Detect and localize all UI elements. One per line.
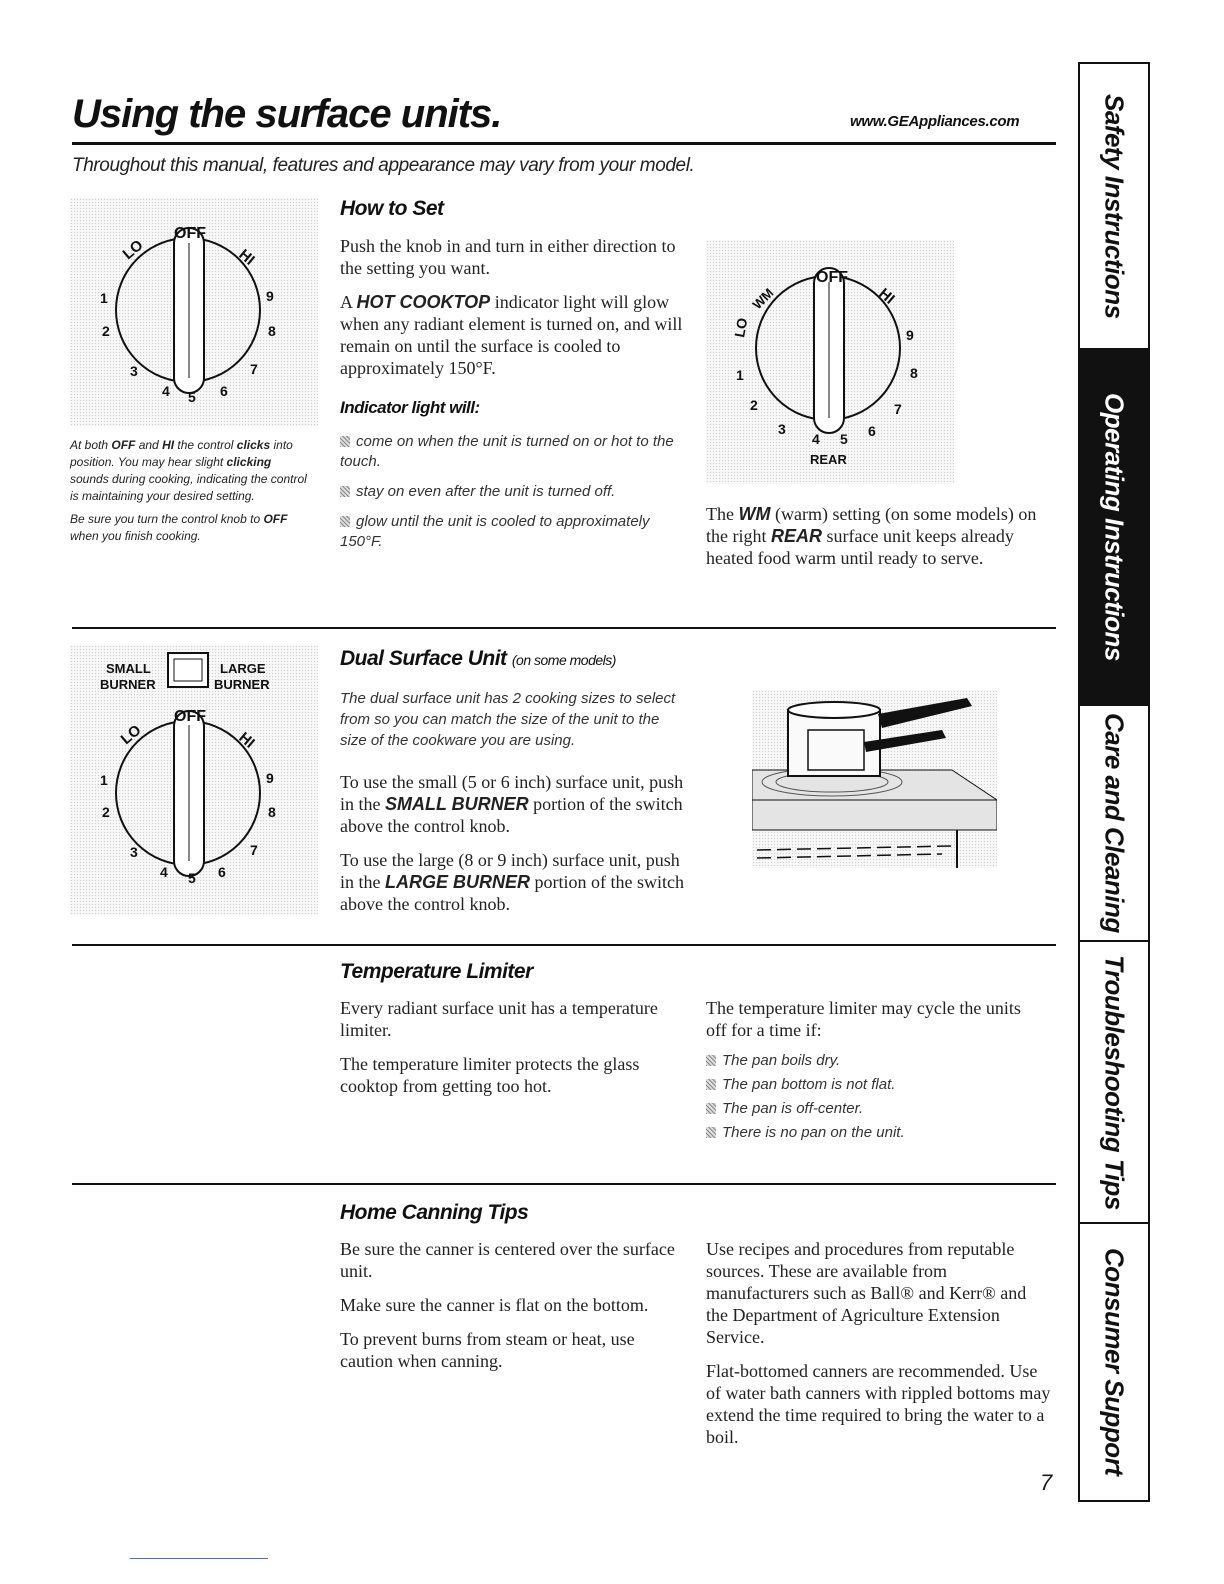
dial-hi-label: HI xyxy=(875,285,898,308)
rear-keyword: REAR xyxy=(771,526,823,546)
caption-text: Be sure you turn the control knob to xyxy=(70,512,264,526)
section-divider xyxy=(72,944,1056,946)
dial-number: 8 xyxy=(268,804,276,820)
dial-lo-label: LO xyxy=(731,316,751,339)
tab-troubleshooting-tips[interactable] xyxy=(1080,942,1148,1224)
title-rule xyxy=(72,142,1056,145)
dial-number: 8 xyxy=(910,365,918,381)
caption-keyword: clicks xyxy=(236,438,271,452)
text: To use the small (5 or 6 inch) surface unit, push in the xyxy=(340,772,684,814)
tab-label: Troubleshooting Tips xyxy=(1099,954,1130,1210)
control-knob-illustration xyxy=(70,198,318,426)
dial-lo-label: LO xyxy=(117,721,145,749)
bullet-icon xyxy=(340,436,350,447)
bullet-icon xyxy=(706,1055,716,1066)
dial-number: 5 xyxy=(840,431,848,447)
bullet-icon xyxy=(340,516,350,527)
dial-off-label: OFF xyxy=(816,269,848,286)
dial-number: 4 xyxy=(812,431,820,447)
dial-number: 2 xyxy=(102,323,110,339)
list-item-text: stay on even after the unit is turned off. xyxy=(356,483,616,500)
hot-cooktop-paragraph xyxy=(340,291,685,379)
tab-label: Care and Cleaning xyxy=(1099,713,1130,933)
dial-number: 9 xyxy=(266,770,274,786)
paragraph: Be sure the canner is centered over the surface unit. xyxy=(340,1239,675,1281)
caption-keyword: clicking xyxy=(226,455,272,469)
website-url: www.GEAppliances.com xyxy=(850,113,1020,130)
tab-operating-instructions[interactable] xyxy=(1080,350,1148,706)
bullet-icon xyxy=(706,1079,716,1090)
dial-number: 6 xyxy=(868,423,876,439)
paragraph: To prevent burns from steam or heat, use caution when canning. xyxy=(340,1329,635,1371)
paragraph: The temperature limiter protects the glass cooktop from getting too hot. xyxy=(340,1054,640,1096)
list-item xyxy=(706,1051,1046,1071)
subtitle: Throughout this manual, features and appearance may vary from your model. xyxy=(72,155,695,176)
dial-number: 5 xyxy=(188,870,196,886)
caption-text: the control xyxy=(174,438,237,452)
tab-safety-instructions[interactable] xyxy=(1080,64,1148,350)
small-burner-label: BURNER xyxy=(100,677,156,692)
text: To use the large (8 or 9 inch) surface unit, push in the xyxy=(340,850,680,892)
bullet-icon xyxy=(706,1103,716,1114)
dial-number: 3 xyxy=(130,363,138,379)
dial-off-label: OFF xyxy=(174,225,206,242)
small-burner-label: SMALL xyxy=(106,661,151,676)
list-item-text: glow until the unit is cooled to approximately 150°F. xyxy=(340,513,650,550)
dual-surface-intro: The dual surface unit has 2 cooking sizes to select from so you can match the size of the unit to the size of the cookware you are using. xyxy=(340,690,676,749)
paragraph: Use recipes and procedures from reputable sources. These are available from manufacturers such as Ball® and Kerr® and the Department of Agriculture Extension Service. xyxy=(706,1239,1027,1347)
caption-text: At both xyxy=(70,438,112,452)
dial-number: 1 xyxy=(100,772,108,788)
text: (warm) setting (on some models) on the right xyxy=(706,504,1037,546)
dial-number: 7 xyxy=(894,401,902,417)
caption-text: into position. You may hear slight xyxy=(70,438,293,469)
dial-lo-label: LO xyxy=(119,236,147,264)
dial-number: 2 xyxy=(750,397,758,413)
tab-consumer-support[interactable] xyxy=(1080,1224,1148,1500)
home-canning-heading: Home Canning Tips xyxy=(340,1201,529,1224)
dial-hi-label: HI xyxy=(235,246,258,269)
text: The xyxy=(706,504,739,524)
dial-off-label: OFF xyxy=(174,708,206,725)
dial-number: 6 xyxy=(218,864,226,880)
dual-surface-body xyxy=(340,771,685,927)
indicator-bullet-list xyxy=(340,432,685,560)
how-to-set-heading: How to Set xyxy=(340,197,444,220)
small-burner-keyword: SMALL BURNER xyxy=(385,794,529,814)
temperature-limiter-body xyxy=(340,997,680,1109)
section-divider xyxy=(72,1183,1056,1185)
caption-text: sounds during cooking, indicating the control is maintaining your desired setting. xyxy=(70,472,307,503)
list-item xyxy=(706,1075,1046,1095)
dial-number: 1 xyxy=(100,290,108,306)
section-tabs xyxy=(1078,62,1150,1502)
dial-number: 4 xyxy=(162,383,170,399)
list-item xyxy=(340,512,685,552)
section-divider xyxy=(72,627,1056,629)
tab-label: Operating Instructions xyxy=(1099,393,1130,661)
hot-cooktop-keyword: HOT COOKTOP xyxy=(356,292,491,312)
list-item xyxy=(706,1123,1046,1143)
indicator-light-heading: Indicator light will: xyxy=(340,398,480,417)
dial-number: 2 xyxy=(102,804,110,820)
dual-surface-title: Dual Surface Unit xyxy=(340,647,507,670)
dial-hi-label: HI xyxy=(235,729,258,752)
dial-number: 3 xyxy=(778,421,786,437)
warm-knob-illustration xyxy=(706,240,954,484)
page-title: Using the surface units. xyxy=(72,92,502,136)
limiter-bullet-list xyxy=(706,1051,1046,1151)
dial-number: 9 xyxy=(906,327,914,343)
dial-number: 5 xyxy=(188,389,196,405)
text: surface unit keeps already heated food warm until ready to serve. xyxy=(706,526,1014,568)
dial-number: 7 xyxy=(250,842,258,858)
list-item-text: The pan bottom is not flat. xyxy=(722,1076,896,1093)
dial-caption xyxy=(70,437,310,545)
dial-rear-label: REAR xyxy=(810,452,847,467)
pan-on-cooktop-illustration xyxy=(752,690,997,868)
caption-keyword: OFF xyxy=(111,438,136,452)
dial-number: 7 xyxy=(250,361,258,377)
small-burner-paragraph xyxy=(340,771,685,837)
canning-right-column xyxy=(706,1238,1051,1460)
text: portion of the switch above the control knob. xyxy=(340,794,683,836)
list-item-text: There is no pan on the unit. xyxy=(722,1124,905,1141)
warm-setting-text xyxy=(706,503,1051,569)
pan-drawing xyxy=(752,690,997,868)
large-burner-label: BURNER xyxy=(214,677,270,692)
dial-number: 4 xyxy=(160,864,168,880)
caption-text: when you finish cooking. xyxy=(70,529,201,543)
footer-rule xyxy=(130,1558,268,1559)
large-burner-keyword: LARGE BURNER xyxy=(385,872,531,892)
list-item-text: The pan boils dry. xyxy=(722,1052,841,1069)
temperature-limiter-heading: Temperature Limiter xyxy=(340,960,533,983)
list-item-text: come on when the unit is turned on or hot to the touch. xyxy=(340,433,674,470)
dual-knob-drawing xyxy=(70,645,318,915)
page-number: 7 xyxy=(1040,1470,1053,1495)
tab-label: Consumer Support xyxy=(1099,1248,1130,1476)
text: indicator light will glow when any radiant element is turned on, and will remain on until the surface is cooled to approximately 150°F. xyxy=(340,292,683,378)
canning-left-column xyxy=(340,1238,680,1384)
list-item xyxy=(706,1099,1046,1119)
text: A xyxy=(340,292,357,312)
dial-number: 3 xyxy=(130,844,138,860)
dial-wm-label: WM xyxy=(749,285,777,313)
caption-keyword: OFF xyxy=(263,512,288,526)
how-to-set-paragraph: Push the knob in and turn in either direction to the setting you want. xyxy=(340,236,676,278)
warm-knob-drawing xyxy=(706,240,954,484)
wm-keyword: WM xyxy=(738,504,771,524)
dial-number: 6 xyxy=(220,383,228,399)
list-item xyxy=(340,432,685,472)
bullet-icon xyxy=(706,1127,716,1138)
temperature-limiter-cycle-text: The temperature limiter may cycle the units off for a time if: xyxy=(706,998,1021,1040)
dial-number: 9 xyxy=(266,288,274,304)
paragraph: Make sure the canner is flat on the bottom. xyxy=(340,1295,649,1315)
paragraph: Flat-bottomed canners are recommended. Use of water bath canners with rippled bottoms may extend the time required to bring the water to a boil. xyxy=(706,1361,1051,1447)
dual-surface-note: (on some models) xyxy=(511,652,616,668)
paragraph: Every radiant surface unit has a temperature limiter. xyxy=(340,998,658,1040)
tab-care-and-cleaning[interactable] xyxy=(1080,706,1148,942)
large-burner-paragraph xyxy=(340,849,685,915)
caption-keyword: HI xyxy=(162,438,175,452)
dual-surface-heading xyxy=(340,647,616,671)
control-knob-drawing xyxy=(70,198,318,426)
dial-number: 1 xyxy=(736,367,744,383)
text: portion of the switch above the control knob. xyxy=(340,872,684,914)
large-burner-label: LARGE xyxy=(220,661,266,676)
caption-text: and xyxy=(135,438,163,452)
list-item-text: The pan is off-center. xyxy=(722,1100,864,1117)
dial-number: 8 xyxy=(268,323,276,339)
dual-knob-illustration xyxy=(70,645,318,915)
tab-label: Safety Instructions xyxy=(1099,93,1130,319)
list-item xyxy=(340,482,685,502)
bullet-icon xyxy=(340,486,350,497)
how-to-set-body xyxy=(340,235,685,391)
